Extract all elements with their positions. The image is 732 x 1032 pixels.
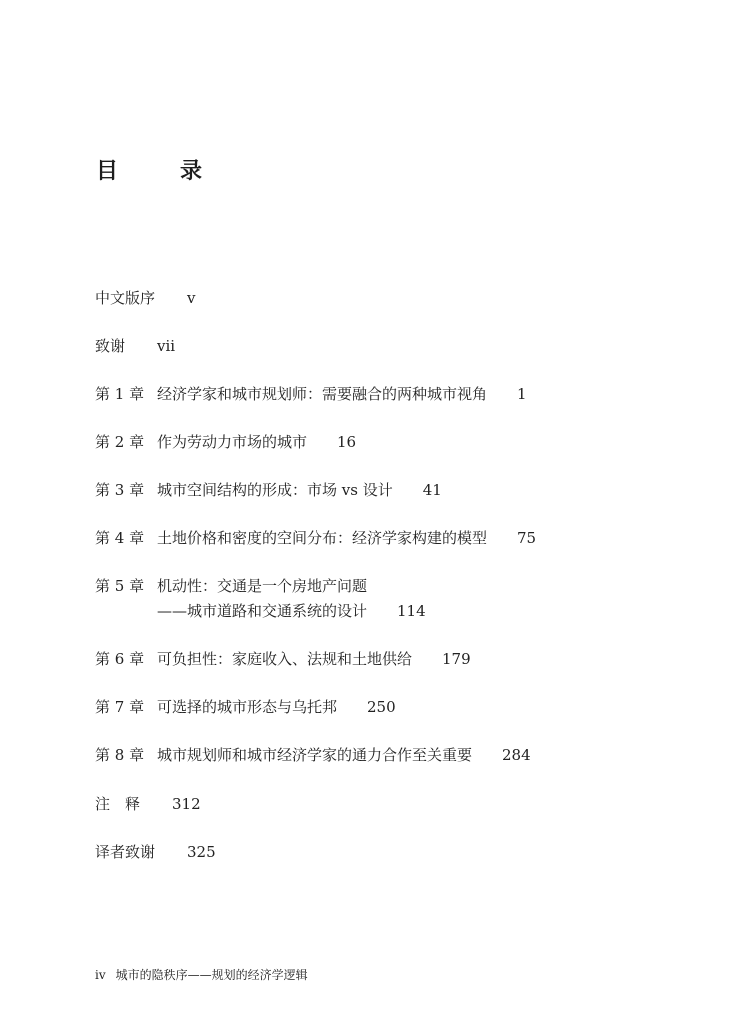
toc-chapter-title: 城市规划师和城市经济学家的通力合作至关重要 [157,746,473,764]
toc-entry-preface [95,286,196,311]
toc-chapter-label: 第 4 章 [95,529,145,547]
page-footer [95,966,308,983]
toc-entry-chapter-1 [95,382,527,407]
toc-page-number: 75 [517,529,537,547]
toc-chapter-title: 可负担性：家庭收入、法规和土地供给 [157,650,413,668]
toc-page-number: 1 [517,385,527,403]
toc-entry-acknowledgements [95,334,175,359]
toc-page-number: 41 [422,481,442,499]
toc-label: 致谢 [95,337,126,355]
toc-chapter-title: 机动性：交通是一个房地产问题 [157,577,368,595]
toc-chapter-label: 第 5 章 [95,577,145,595]
toc-chapter-title: 城市空间结构的形成：市场 vs 设计 [157,481,393,499]
toc-chapter-label: 第 1 章 [95,385,145,403]
toc-chapter-label: 第 2 章 [95,433,145,451]
toc-page-number: 179 [442,650,471,668]
toc-entry-chapter-7 [95,695,396,720]
toc-page-number: vii [157,337,176,355]
toc-label: 注 释 [95,795,141,813]
toc-page-number: 114 [397,602,426,620]
toc-label: 中文版序 [95,289,156,307]
toc-entry-chapter-2 [95,430,356,455]
toc-page-number: 250 [367,698,396,716]
toc-entry-chapter-8 [95,743,531,768]
toc-entry-chapter-5 [95,574,426,624]
toc-chapter-label: 第 8 章 [95,746,145,764]
toc-page-number: 325 [187,843,216,861]
toc-entry-notes [95,792,201,817]
footer-book-title: 城市的隐秩序——规划的经济学逻辑 [115,968,308,982]
toc-chapter-title: 土地价格和密度的空间分布：经济学家构建的模型 [157,529,488,547]
toc-chapter-label: 第 6 章 [95,650,145,668]
toc-chapter-title: 可选择的城市形态与乌托邦 [157,698,338,716]
footer-page-number: iv [95,968,106,982]
toc-entry-chapter-3 [95,478,442,503]
toc-chapter-label: 第 3 章 [95,481,145,499]
toc-chapter-label: 第 7 章 [95,698,145,716]
toc-page-number: 284 [502,746,531,764]
toc-chapter-title: 作为劳动力市场的城市 [157,433,308,451]
page-title: 目 录 [96,158,223,184]
toc-chapter-subtitle: ——城市道路和交通系统的设计 [157,602,368,620]
toc-page-number: 312 [172,795,201,813]
toc-entry-chapter-6 [95,647,471,672]
toc-page-number: 16 [337,433,357,451]
toc-page-number: v [187,289,196,307]
toc-entry-chapter-4 [95,526,536,551]
toc-entry-translator-acknowledgements [95,840,216,865]
toc-label: 译者致谢 [95,843,156,861]
toc-chapter-title: 经济学家和城市规划师：需要融合的两种城市视角 [157,385,488,403]
